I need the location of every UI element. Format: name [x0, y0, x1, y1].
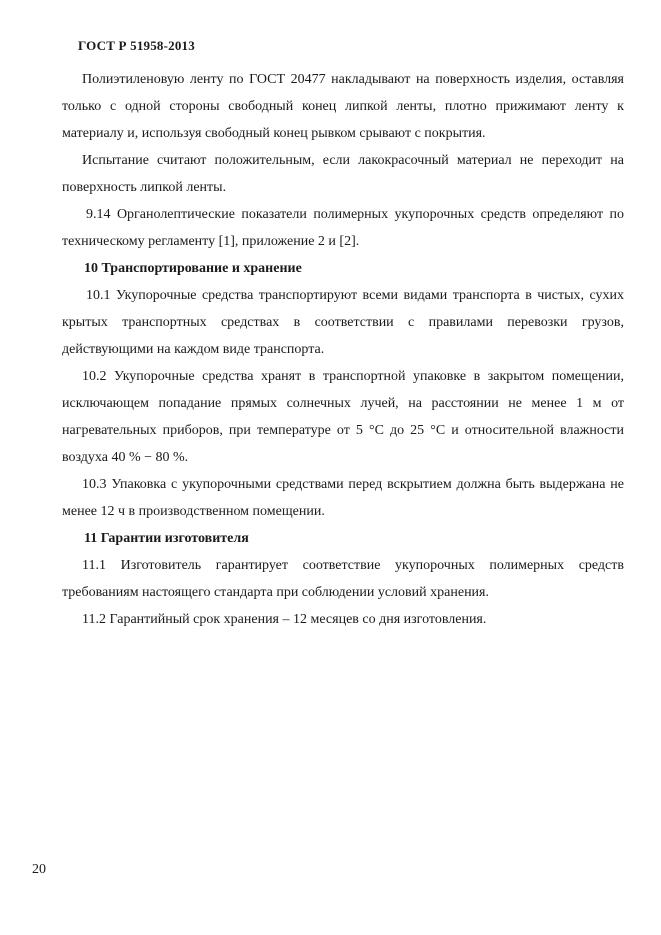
- section-heading-11: 11 Гарантии изготовителя: [84, 531, 249, 546]
- paragraph-10-2: 10.2 Укупорочные средства хранят в транспортной упаковке в закрытом помещении, исключающем попадание прямых солнечных лучей, на расстоянии не менее 1 м от нагревательных приборов, при температуре от 5 °С до 25 °С и относительной влажности воздуха 40 % − 80 %.: [62, 369, 624, 465]
- paragraph-test-result: Испытание считают положительным, если лакокрасочный материал не переходит на поверхность липкой ленты.: [62, 153, 624, 195]
- document-header-code: ГОСТ Р 51958-2013: [78, 38, 195, 53]
- paragraph-9-14: 9.14 Органолептические показатели полимерных укупорочных средств определяют по техническому регламенту [1], приложение 2 и [2].: [62, 207, 624, 249]
- paragraph-11-1: 11.1 Изготовитель гарантирует соответствие укупорочных полимерных средств требованиям настоящего стандарта при соблюдении условий хранения.: [62, 558, 624, 600]
- section-heading-10: 10 Транспортирование и хранение: [84, 261, 302, 276]
- page-number: 20: [32, 862, 46, 877]
- paragraph-11-2: 11.2 Гарантийный срок хранения – 12 месяцев со дня изготовления.: [82, 612, 487, 627]
- paragraph-10-1: 10.1 Укупорочные средства транспортируют всеми видами транспорта в чистых, сухих крытых транспортных средствах в соответствии с правилами перевозки грузов, действующими на каждом виде транспорта.: [62, 288, 624, 357]
- document-body: [62, 66, 624, 633]
- paragraph-tape-test: Полиэтиленовую ленту по ГОСТ 20477 накладывают на поверхность изделия, оставляя только с одной стороны свободный конец липкой ленты, плотно прижимают ленту к материалу и, используя свободный конец рывком срывают с покрытия.: [62, 72, 624, 141]
- paragraph-10-3: 10.3 Упаковка с укупорочными средствами перед вскрытием должна быть выдержана не менее 12 ч в производственном помещении.: [62, 477, 624, 519]
